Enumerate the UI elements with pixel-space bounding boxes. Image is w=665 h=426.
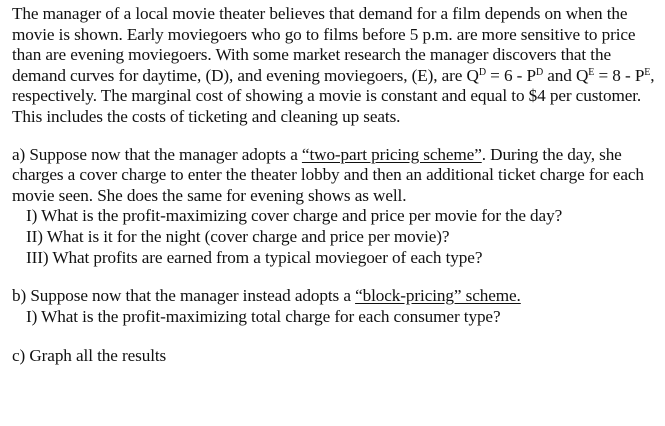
part-b-question-1: I) What is the profit-maximizing total charge for each consumer type?	[26, 306, 501, 326]
part-c-section	[12, 346, 662, 367]
intro-text: The manager of a local movie theater believes that demand for a film depends on when the movie is shown. Early moviegoers who go to films before 5 p.m. are more sensitive to price than are evening moviegoers. With some market research the manager discovers that the demand curves for daytime, (D), and evening moviegoers, (E), are	[12, 4, 636, 85]
part-c-prompt: c) Graph all the results	[12, 346, 167, 366]
intro-text-end: , respectively. The marginal cost of showing a movie is constant and equal to $4 per customer. This includes the costs of ticketing and cleaning up seats.	[12, 65, 655, 126]
part-b-section	[12, 286, 662, 327]
evening-demand-equation: $Q^E = 8 - P^E$	[575, 65, 651, 85]
part-a-question-1: I) What is the profit-maximizing cover charge and price per movie for the day?	[26, 206, 563, 226]
part-a-section	[12, 145, 662, 269]
block-pricing-term: “block-pricing” scheme.	[355, 286, 521, 306]
intro-paragraph: The manager of a local movie theater believes that demand for a film depends on when the movie is shown. Early moviegoers who go to films before 5 p.m. are more sensitive to price than are evening moviegoers. With some market research the manager discovers that the demand curves for daytime, (D), and evening moviegoers, (E), are $Q^D = 6 - P^D$ and $Q^E = 8 - P^E$, respectively. The marginal cost of showing a movie is constant and equal to $4 per customer. This includes the costs of ticketing and cleaning up seats.	[12, 4, 655, 126]
part-a-prompt: a) Suppose now that the manager adopts a “two-part pricing scheme”. During the day, she charges a cover charge to enter the theater lobby and then an additional ticket charge for each movie seen. She does the same for evening shows as well.	[12, 144, 644, 205]
daytime-demand-equation: $Q^D = 6 - P^D$	[466, 65, 544, 85]
document	[12, 4, 662, 367]
two-part-pricing-term: “two-part pricing scheme”	[301, 144, 482, 164]
part-a-question-2: II) What is it for the night (cover charge and price per movie)?	[26, 226, 450, 246]
part-b-prompt: b) Suppose now that the manager instead adopts a “block-pricing” scheme.	[12, 286, 521, 306]
part-a-question-3: III) What profits are earned from a typical moviegoer of each type?	[26, 247, 483, 267]
